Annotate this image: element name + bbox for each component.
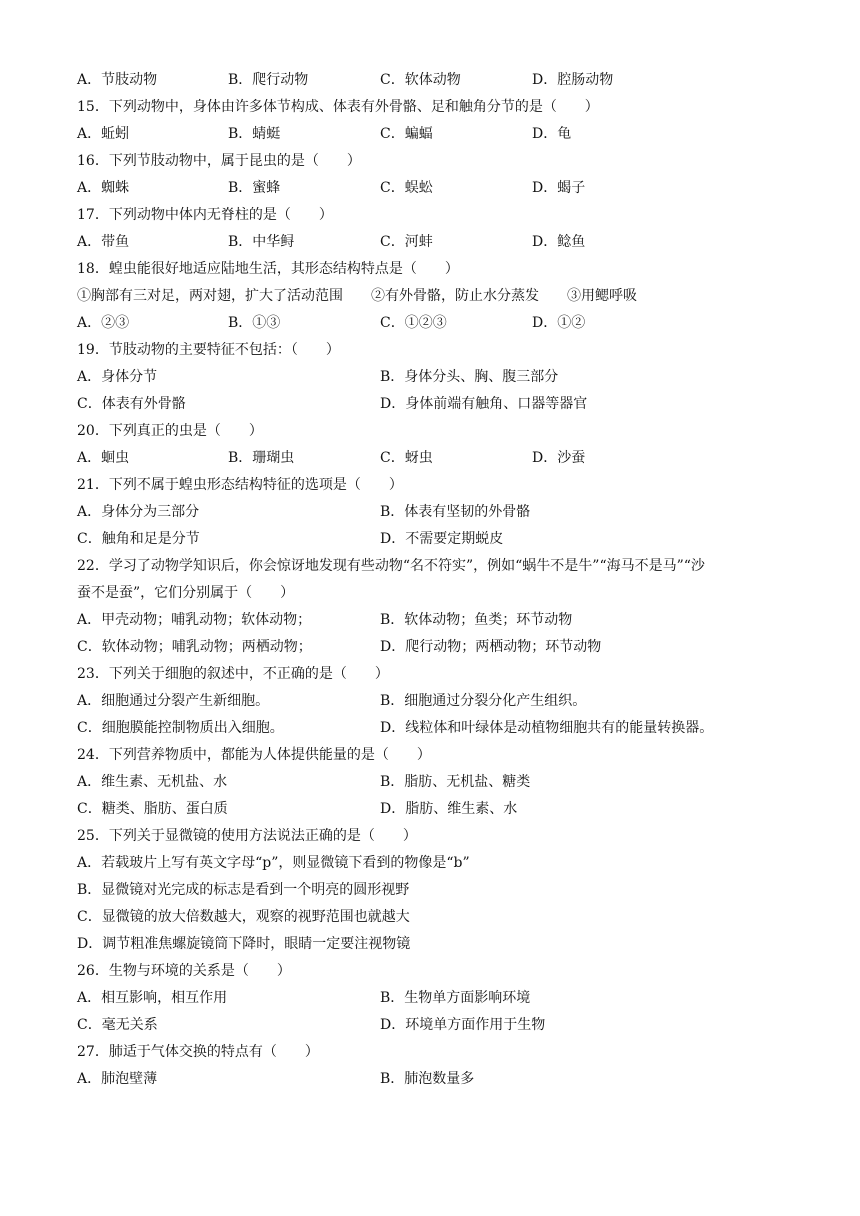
answer-option: D．①② bbox=[532, 315, 586, 331]
options-row bbox=[77, 448, 777, 468]
answer-option: B．蜜蜂 bbox=[228, 180, 281, 196]
options-row bbox=[77, 799, 777, 819]
answer-option: B．蜻蜓 bbox=[228, 126, 281, 142]
question-line bbox=[77, 97, 777, 117]
question-line bbox=[77, 934, 777, 954]
question-line bbox=[77, 421, 777, 441]
question-text: 26．生物与环境的关系是（ ） bbox=[77, 963, 291, 979]
answer-option: D．环境单方面作用于生物 bbox=[380, 1017, 546, 1033]
question-line bbox=[77, 583, 777, 603]
answer-option: D．腔肠动物 bbox=[532, 72, 614, 88]
question-text: 19．节肢动物的主要特征不包括：（ ） bbox=[77, 342, 340, 358]
question-line bbox=[77, 907, 777, 927]
answer-option: C．毫无关系 bbox=[77, 1017, 158, 1033]
question-line bbox=[77, 1042, 777, 1062]
options-row bbox=[77, 691, 777, 711]
question-text: A．若载玻片上写有英文字母“p”，则显微镜下看到的物像是“b” bbox=[77, 855, 470, 871]
answer-option: A．维生素、无机盐、水 bbox=[77, 774, 228, 790]
question-text: 15．下列动物中，身体由许多体节构成、体表有外骨骼、足和触角分节的是（ ） bbox=[77, 99, 599, 115]
answer-option: A．甲壳动物；哺乳动物；软体动物； bbox=[77, 612, 312, 628]
options-row bbox=[77, 637, 777, 657]
question-line bbox=[77, 745, 777, 765]
answer-option: A．身体分为三部分 bbox=[77, 504, 200, 520]
answer-option: C．①②③ bbox=[380, 315, 447, 331]
question-text: 16．下列节肢动物中，属于昆虫的是（ ） bbox=[77, 153, 361, 169]
question-text: 17．下列动物中体内无脊柱的是（ ） bbox=[77, 207, 333, 223]
question-line bbox=[77, 259, 777, 279]
answer-option: D．蝎子 bbox=[532, 180, 586, 196]
answer-option: B．软体动物；鱼类；环节动物 bbox=[380, 612, 573, 628]
options-row bbox=[77, 718, 777, 738]
question-text: 蚕不是蚕”，它们分别属于（ ） bbox=[77, 585, 295, 601]
question-text: 18．蝗虫能很好地适应陆地生活，其形态结构特点是（ ） bbox=[77, 261, 459, 277]
question-line bbox=[77, 205, 777, 225]
question-line bbox=[77, 151, 777, 171]
answer-option: D．身体前端有触角、口器等器官 bbox=[380, 396, 588, 412]
answer-option: C．细胞膜能控制物质出入细胞。 bbox=[77, 720, 284, 736]
question-line bbox=[77, 826, 777, 846]
answer-option: C．河蚌 bbox=[380, 234, 433, 250]
answer-option: C．触角和足是分节 bbox=[77, 531, 200, 547]
question-line bbox=[77, 880, 777, 900]
question-text: C．显微镜的放大倍数越大，观察的视野范围也就越大 bbox=[77, 909, 410, 925]
question-text: B．显微镜对光完成的标志是看到一个明亮的圆形视野 bbox=[77, 882, 410, 898]
question-line bbox=[77, 556, 777, 576]
options-row bbox=[77, 1069, 777, 1089]
answer-option: C．软体动物 bbox=[380, 72, 461, 88]
answer-option: B．体表有坚韧的外骨骼 bbox=[380, 504, 531, 520]
options-row bbox=[77, 124, 777, 144]
answer-option: B．爬行动物 bbox=[228, 72, 309, 88]
options-row bbox=[77, 232, 777, 252]
answer-option: D．脂肪、维生素、水 bbox=[380, 801, 518, 817]
answer-option: A．蜘蛛 bbox=[77, 180, 130, 196]
options-row bbox=[77, 988, 777, 1008]
options-row bbox=[77, 1015, 777, 1035]
answer-option: A．蛔虫 bbox=[77, 450, 130, 466]
answer-option: B．生物单方面影响环境 bbox=[380, 990, 531, 1006]
answer-option: B．细胞通过分裂分化产生组织。 bbox=[380, 693, 587, 709]
question-text: 21．下列不属于蝗虫形态结构特征的选项是（ ） bbox=[77, 477, 403, 493]
answer-option: C．糖类、脂肪、蛋白质 bbox=[77, 801, 228, 817]
answer-option: D．线粒体和叶绿体是动植物细胞共有的能量转换器。 bbox=[380, 720, 714, 736]
options-row bbox=[77, 367, 777, 387]
answer-option: B．中华鲟 bbox=[228, 234, 295, 250]
options-row bbox=[77, 610, 777, 630]
answer-option: B．身体分头、胸、腹三部分 bbox=[380, 369, 559, 385]
question-text: 27．肺适于气体交换的特点有（ ） bbox=[77, 1044, 319, 1060]
options-row bbox=[77, 178, 777, 198]
answer-option: C．蝙蝠 bbox=[380, 126, 433, 142]
options-row bbox=[77, 772, 777, 792]
answer-option: A．带鱼 bbox=[77, 234, 130, 250]
answer-option: B．脂肪、无机盐、糖类 bbox=[380, 774, 531, 790]
question-line bbox=[77, 286, 777, 306]
answer-option: A．相互影响，相互作用 bbox=[77, 990, 228, 1006]
answer-option: D．爬行动物；两栖动物；环节动物 bbox=[380, 639, 602, 655]
options-row bbox=[77, 394, 777, 414]
question-text: ①胸部有三对足，两对翅，扩大了活动范围 ②有外骨骼，防止水分蒸发 ③用鳃呼吸 bbox=[77, 288, 637, 304]
question-text: 23．下列关于细胞的叙述中，不正确的是（ ） bbox=[77, 666, 389, 682]
answer-option: D．龟 bbox=[532, 126, 572, 142]
answer-option: C．蜈蚣 bbox=[380, 180, 433, 196]
question-line bbox=[77, 664, 777, 684]
answer-option: C．软体动物；哺乳动物；两栖动物； bbox=[77, 639, 312, 655]
options-row bbox=[77, 313, 777, 333]
question-text: D．调节粗准焦螺旋镜筒下降时，眼睛一定要注视物镜 bbox=[77, 936, 411, 952]
answer-option: D．沙蚕 bbox=[532, 450, 586, 466]
options-row bbox=[77, 529, 777, 549]
question-line bbox=[77, 475, 777, 495]
question-text: 22．学习了动物学知识后，你会惊讶地发现有些动物“名不符实”，例如“蜗牛不是牛”“海马不是马”“沙 bbox=[77, 558, 705, 574]
options-row bbox=[77, 502, 777, 522]
answer-option: A．蚯蚓 bbox=[77, 126, 130, 142]
answer-option: D．鲶鱼 bbox=[532, 234, 586, 250]
question-text: 25．下列关于显微镜的使用方法说法正确的是（ ） bbox=[77, 828, 417, 844]
question-line bbox=[77, 961, 777, 981]
answer-option: A．细胞通过分裂产生新细胞。 bbox=[77, 693, 270, 709]
answer-option: A．身体分节 bbox=[77, 369, 158, 385]
answer-option: A．②③ bbox=[77, 315, 130, 331]
answer-option: B．珊瑚虫 bbox=[228, 450, 295, 466]
question-text: 24．下列营养物质中，都能为人体提供能量的是（ ） bbox=[77, 747, 431, 763]
question-line bbox=[77, 340, 777, 360]
answer-option: B．①③ bbox=[228, 315, 281, 331]
answer-option: C．体表有外骨骼 bbox=[77, 396, 186, 412]
answer-option: B．肺泡数量多 bbox=[380, 1071, 475, 1087]
question-line bbox=[77, 853, 777, 873]
answer-option: A．肺泡壁薄 bbox=[77, 1071, 158, 1087]
answer-option: A．节肢动物 bbox=[77, 72, 158, 88]
question-text: 20．下列真正的虫是（ ） bbox=[77, 423, 263, 439]
answer-option: C．蚜虫 bbox=[380, 450, 433, 466]
options-row bbox=[77, 70, 777, 90]
answer-option: D．不需要定期蜕皮 bbox=[380, 531, 504, 547]
